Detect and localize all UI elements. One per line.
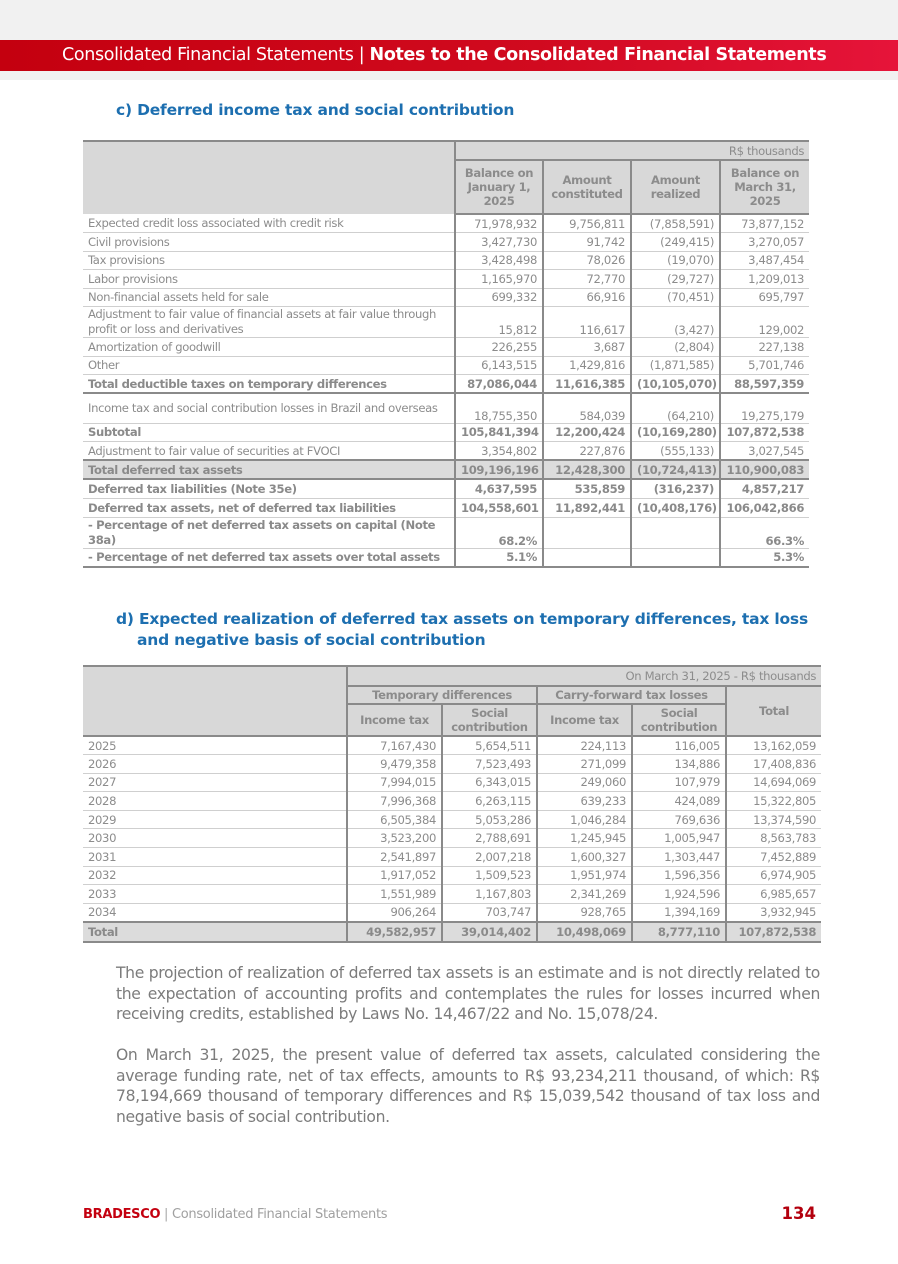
table-row: [83, 736, 821, 755]
paragraph-present-value: On March 31, 2025, the present value of deferred tax assets, calculated considering the average funding rate, net of tax effects, amounts to R$ 93,234,211 thousand, of which: R$ 78,194,669 thousand of temporary differences and R$ 15,039,542 thousand of tax loss and negative basis of social contribution.: [116, 1046, 820, 1126]
row-label: Tax provisions: [83, 251, 455, 270]
row-label: 2029: [83, 810, 347, 829]
col-header: Social contribution: [632, 704, 726, 736]
cell-value: 639,233: [537, 792, 632, 811]
cell-value: 5.3%: [720, 548, 809, 567]
cell-value: 769,636: [632, 810, 726, 829]
col-header: Balance on January 1, 2025: [455, 160, 543, 214]
col-header: Balance on March 31, 2025: [720, 160, 809, 214]
footer-brand: BRADESCO: [83, 1207, 161, 1222]
table-row: [83, 251, 809, 270]
col-header: Social contribution: [442, 704, 537, 736]
row-label: - Percentage of net deferred tax assets on capital (Note 38a): [83, 517, 455, 548]
cell-value: 8,563,783: [726, 829, 821, 848]
row-label: Adjustment to fair value of securities at FVOCI: [83, 442, 455, 461]
row-label: - Percentage of net deferred tax assets over total assets: [83, 548, 455, 567]
table-row: [83, 288, 809, 307]
cell-value: 107,872,538: [726, 922, 821, 942]
cell-value: 6,985,657: [726, 885, 821, 904]
row-label: Total deferred tax assets: [83, 460, 455, 479]
table-row: [83, 233, 809, 252]
table-row: [83, 423, 809, 442]
cell-value: (316,237): [631, 479, 720, 498]
cell-value: 104,558,601: [455, 498, 543, 517]
table-row: [83, 460, 809, 479]
total-row: [83, 922, 821, 942]
header-banner: [0, 40, 898, 71]
table-row: [83, 214, 809, 233]
cell-value: 11,616,385: [543, 375, 631, 394]
cell-value: 12,200,424: [543, 423, 631, 442]
cell-value: (7,858,591): [631, 214, 720, 233]
cell-value: 106,042,866: [720, 498, 809, 517]
row-label: Non-financial assets held for sale: [83, 288, 455, 307]
cell-value: 695,797: [720, 288, 809, 307]
cell-value: 1,951,974: [537, 866, 632, 885]
cell-value: 15,812: [455, 307, 543, 338]
header-text: [62, 40, 826, 71]
cell-value: 3,427,730: [455, 233, 543, 252]
cell-value: 12,428,300: [543, 460, 631, 479]
cell-value: 703,747: [442, 903, 537, 922]
section-c-title: c) Deferred income tax and social contribution: [116, 101, 515, 119]
row-label: 2034: [88, 905, 117, 920]
cell-value: 2,788,691: [442, 829, 537, 848]
unit-label: On March 31, 2025 - R$ thousands: [347, 666, 821, 686]
row-label: Total deductible taxes on temporary differences: [83, 375, 455, 394]
cell-value: 66,916: [543, 288, 631, 307]
cell-value: (64,210): [631, 393, 720, 423]
row-label: 2027: [83, 773, 347, 792]
table-row: [83, 548, 809, 567]
row-label: Income tax and social contribution losses in Brazil and overseas: [83, 393, 455, 423]
row-label: 2032: [83, 866, 347, 885]
cell-value: 3,027,545: [720, 442, 809, 461]
cell-value: 1,394,169: [632, 903, 726, 922]
col-header-total: Total: [726, 686, 821, 736]
row-label: Subtotal: [83, 423, 455, 442]
cell-value: 87,086,044: [455, 375, 543, 394]
table-row: [83, 356, 809, 375]
cell-value: 10,498,069: [537, 922, 632, 942]
cell-value: 3,687: [543, 338, 631, 357]
table-row: [83, 375, 809, 394]
cell-value: (29,727): [631, 270, 720, 289]
cell-value: 249,060: [537, 773, 632, 792]
cell-value: 1,596,356: [632, 866, 726, 885]
cell-value: 6,505,384: [347, 810, 442, 829]
table-row: [83, 792, 821, 811]
cell-value: (1,871,585): [631, 356, 720, 375]
cell-value: 2,341,269: [537, 885, 632, 904]
cell-value: 7,523,493: [442, 755, 537, 774]
cell-value: (3,427): [631, 307, 720, 338]
cell-value: 8,777,110: [632, 922, 726, 942]
expected-realization-table: [83, 665, 821, 943]
group-header-temporary: Temporary differences: [347, 686, 537, 704]
cell-value: 1,245,945: [537, 829, 632, 848]
cell-value: 5,701,746: [720, 356, 809, 375]
row-label: Other: [83, 356, 455, 375]
cell-value: 1,005,947: [632, 829, 726, 848]
header-blank-cell: [83, 666, 347, 736]
cell-value: 224,113: [537, 736, 632, 755]
cell-value: 7,994,015: [347, 773, 442, 792]
cell-value: (10,105,070): [631, 375, 720, 394]
cell-value: 3,354,802: [455, 442, 543, 461]
cell-value: 7,167,430: [347, 736, 442, 755]
cell-value: 13,374,590: [726, 810, 821, 829]
cell-value: 134,886: [632, 755, 726, 774]
cell-value: 72,770: [543, 270, 631, 289]
table-row: [83, 773, 821, 792]
footer-separator: |: [160, 1207, 172, 1222]
cell-value: 2,541,897: [347, 848, 442, 867]
cell-value: 1,303,447: [632, 848, 726, 867]
col-header: Amount constituted: [543, 160, 631, 214]
top-margin: [0, 0, 898, 40]
cell-value: 6,263,115: [442, 792, 537, 811]
cell-value: 928,765: [537, 903, 632, 922]
group-header-carryforward: Carry-forward tax losses: [537, 686, 726, 704]
cell-value: 129,002: [720, 307, 809, 338]
cell-value: 3,487,454: [720, 251, 809, 270]
table-row: [83, 755, 821, 774]
cell-value: (10,408,176): [631, 498, 720, 517]
cell-value: 13,162,059: [726, 736, 821, 755]
cell-value: 1,046,284: [537, 810, 632, 829]
cell-value: 1,429,816: [543, 356, 631, 375]
cell-value: 19,275,179: [720, 393, 809, 423]
row-label: Adjustment to fair value of financial assets at fair value through profit or loss and derivatives: [83, 307, 455, 338]
row-label: 2033: [83, 885, 347, 904]
table-row: [83, 517, 809, 548]
cell-value: 71,978,932: [455, 214, 543, 233]
cell-value: 3,932,945: [726, 903, 821, 922]
cell-value: 17,408,836: [726, 755, 821, 774]
row-label: Civil provisions: [83, 233, 455, 252]
cell-value: [631, 517, 720, 548]
cell-value: 271,099: [537, 755, 632, 774]
cell-value: 116,617: [543, 307, 631, 338]
cell-value: 1,509,523: [442, 866, 537, 885]
cell-value: 424,089: [632, 792, 726, 811]
section-d-title-line2: and negative basis of social contribution: [137, 631, 486, 649]
cell-value: 7,452,889: [726, 848, 821, 867]
cell-value: 1,551,989: [347, 885, 442, 904]
header-blank-cell: [83, 141, 455, 214]
table-row: [83, 338, 809, 357]
row-label: 2030: [83, 829, 347, 848]
cell-value: 7,996,368: [347, 792, 442, 811]
row-label: Expected credit loss associated with credit risk: [83, 214, 455, 233]
table-row: [83, 442, 809, 461]
cell-value: 584,039: [543, 393, 631, 423]
header-underband: [0, 71, 898, 80]
cell-value: 4,857,217: [720, 479, 809, 498]
cell-value: 3,270,057: [720, 233, 809, 252]
cell-value: 906,264: [347, 903, 442, 922]
cell-value: 3,428,498: [455, 251, 543, 270]
table-row: [83, 866, 821, 885]
cell-value: 1,167,803: [442, 885, 537, 904]
cell-value: 6,974,905: [726, 866, 821, 885]
row-label: 2031: [83, 848, 347, 867]
cell-value: (70,451): [631, 288, 720, 307]
row-label: Deferred tax liabilities (Note 35e): [83, 479, 455, 498]
cell-value: 226,255: [455, 338, 543, 357]
section-d-title: [116, 609, 808, 651]
cell-value: 68.2%: [455, 517, 543, 548]
cell-value: 105,841,394: [455, 423, 543, 442]
row-label: 2028: [83, 792, 347, 811]
cell-value: 91,742: [543, 233, 631, 252]
header-separator: |: [353, 45, 370, 65]
cell-value: 107,872,538: [720, 423, 809, 442]
row-label: 2025: [83, 736, 347, 755]
cell-value: (249,415): [631, 233, 720, 252]
table-row: [83, 270, 809, 289]
cell-value: 1,917,052: [347, 866, 442, 885]
cell-value: 5,053,286: [442, 810, 537, 829]
cell-value: 535,859: [543, 479, 631, 498]
footer-document: Consolidated Financial Statements: [171, 1207, 388, 1222]
table-row: [83, 479, 809, 498]
cell-value: 3,523,200: [347, 829, 442, 848]
cell-value: 78,026: [543, 251, 631, 270]
cell-value: 1,600,327: [537, 848, 632, 867]
deferred-tax-table: [83, 140, 809, 568]
row-label: Deferred tax assets, net of deferred tax liabilities: [83, 498, 455, 517]
row-label: Total: [83, 922, 347, 942]
cell-value: 1,165,970: [455, 270, 543, 289]
cell-value: 107,979: [632, 773, 726, 792]
cell-value: 5,654,511: [442, 736, 537, 755]
cell-value: 227,138: [720, 338, 809, 357]
cell-value: [543, 517, 631, 548]
cell-value: (19,070): [631, 251, 720, 270]
table-row: [83, 848, 821, 867]
cell-value: (10,724,413): [631, 460, 720, 479]
section-d-title-line1: d) Expected realization of deferred tax assets on temporary differences, tax loss: [116, 610, 808, 628]
cell-value: 2,007,218: [442, 848, 537, 867]
footer: [83, 1207, 387, 1222]
cell-value: 73,877,152: [720, 214, 809, 233]
paragraph-projection: The projection of realization of deferred tax assets is an estimate and is not directly related to the expectation of accounting profits and contemplates the rules for losses incurred when receiving credits, established by Laws No. 14,467/22 and No. 15,078/24.: [116, 964, 820, 1023]
cell-value: 1,209,013: [720, 270, 809, 289]
cell-value: 699,332: [455, 288, 543, 307]
table-row: [83, 810, 821, 829]
col-header: Amount realized: [631, 160, 720, 214]
table-row: [83, 307, 809, 338]
row-label: 2026: [83, 755, 347, 774]
cell-value: 9,756,811: [543, 214, 631, 233]
cell-value: 5.1%: [455, 548, 543, 567]
table-row: [83, 829, 821, 848]
row-label: Amortization of goodwill: [83, 338, 455, 357]
cell-value: 39,014,402: [442, 922, 537, 942]
cell-value: [631, 548, 720, 567]
cell-value: 110,900,083: [720, 460, 809, 479]
cell-value: 66.3%: [720, 517, 809, 548]
cell-value: 1,924,596: [632, 885, 726, 904]
cell-value: 14,694,069: [726, 773, 821, 792]
cell-value: 49,582,957: [347, 922, 442, 942]
cell-value: 15,322,805: [726, 792, 821, 811]
table-row: [83, 393, 809, 423]
cell-value: 6,343,015: [442, 773, 537, 792]
table-row: [83, 498, 809, 517]
cell-value: 88,597,359: [720, 375, 809, 394]
row-label: Labor provisions: [83, 270, 455, 289]
cell-value: [543, 548, 631, 567]
table-row: [83, 885, 821, 904]
cell-value: 116,005: [632, 736, 726, 755]
cell-value: (2,804): [631, 338, 720, 357]
header-section: Consolidated Financial Statements: [62, 45, 354, 65]
cell-value: (10,169,280): [631, 423, 720, 442]
cell-value: 11,892,441: [543, 498, 631, 517]
col-header: Income tax: [537, 704, 632, 736]
col-header: Income tax: [347, 704, 442, 736]
page-number: 134: [781, 1204, 816, 1223]
unit-label: R$ thousands: [455, 141, 809, 160]
cell-value: 227,876: [543, 442, 631, 461]
cell-value: 18,755,350: [455, 393, 543, 423]
cell-value: 4,637,595: [455, 479, 543, 498]
header-subsection: Notes to the Consolidated Financial Statements: [369, 45, 827, 65]
cell-value: 109,196,196: [455, 460, 543, 479]
cell-value: (555,133): [631, 442, 720, 461]
table-row: [83, 903, 821, 922]
cell-value: 9,479,358: [347, 755, 442, 774]
cell-value: 6,143,515: [455, 356, 543, 375]
